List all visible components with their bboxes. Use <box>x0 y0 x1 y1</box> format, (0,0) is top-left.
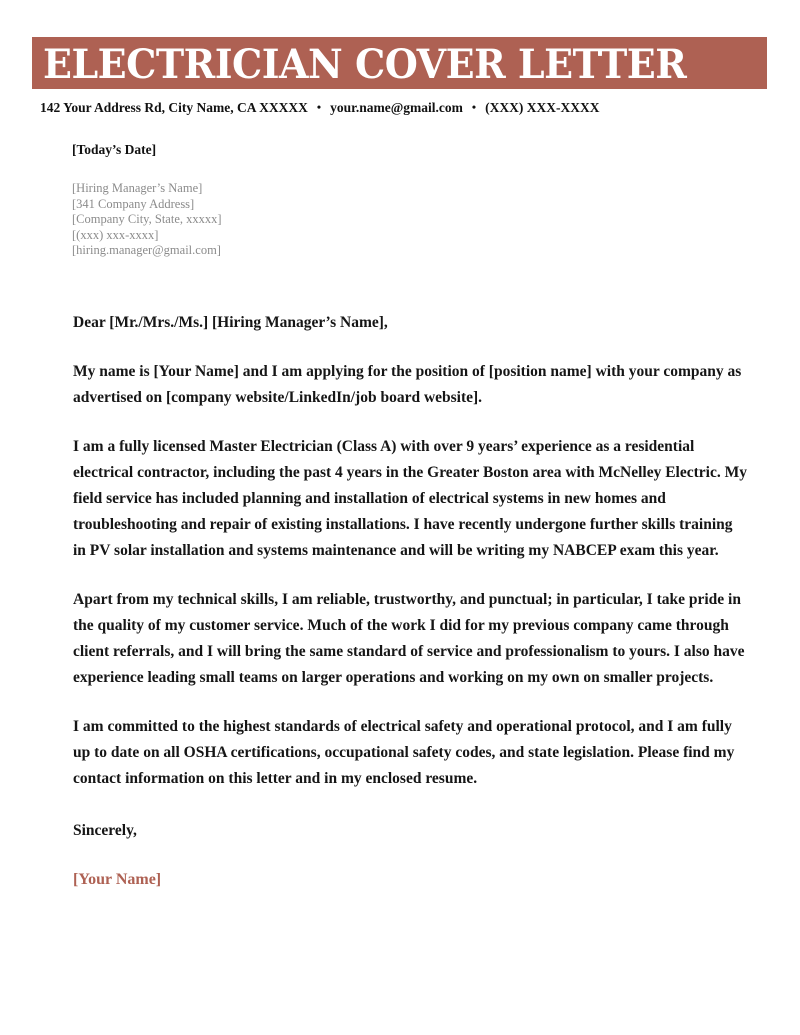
bullet-separator: • <box>471 100 477 114</box>
date-placeholder: [Today’s Date] <box>72 142 157 157</box>
sign-off: Sincerely, <box>73 821 137 839</box>
recipient-address: [341 Company Address] <box>72 196 195 211</box>
salutation: Dear [Mr./Mrs./Ms.] [Hiring Manager’s Name], <box>73 313 388 331</box>
bullet-separator: • <box>316 100 322 114</box>
body-paragraph-safety: I am committed to the highest standards of electrical safety and operational protocol, and I am fully up to date on all OSHA certifications, occupational safety codes, and state legislation. Please find my contact information on this letter and in my enclosed resume. <box>73 717 735 787</box>
sender-address: 142 Your Address Rd, City Name, CA XXXXX <box>40 100 308 115</box>
recipient-email: [hiring.manager@gmail.com] <box>72 243 221 257</box>
title-banner <box>32 37 767 89</box>
recipient-name: [Hiring Manager’s Name] <box>72 181 203 195</box>
body-paragraph-intro: My name is [Your Name] and I am applying for the position of [position name] with your company as advertised on [company website/LinkedIn/job board website]. <box>73 362 742 406</box>
sender-phone: (XXX) XXX-XXXX <box>485 100 600 115</box>
page-title: ELECTRICIAN COVER LETTER <box>43 39 687 87</box>
recipient-city-state: [Company City, State, xxxxx] <box>72 212 222 226</box>
sender-email: your.name@gmail.com <box>330 100 463 115</box>
sender-contact-line <box>40 100 800 116</box>
recipient-block <box>72 181 800 259</box>
body-paragraph-soft-skills: Apart from my technical skills, I am reliable, trustworthy, and punctual; in particular, I take pride in the quality of my customer service. Much of the work I did for my previous company came through client referrals, and I will bring the same standard of service and professionalism to yours. I also have experience leading small teams on larger operations and working on my own on smaller projects. <box>73 590 745 686</box>
recipient-phone: [(xxx) xxx-xxxx] <box>72 227 159 242</box>
body-paragraph-experience: I am a fully licensed Master Electrician (Class A) with over 9 years’ experience as a residential electrical contractor, including the past 4 years in the Greater Boston area with McNelley Electric. My field service has included planning and installation of electrical systems in new homes and troubleshooting and repair of existing installations. I have recently undergone further skills training in PV solar installation and systems maintenance and will be writing my NABCEP exam this year. <box>73 437 747 559</box>
signature-placeholder: [Your Name] <box>73 870 162 888</box>
